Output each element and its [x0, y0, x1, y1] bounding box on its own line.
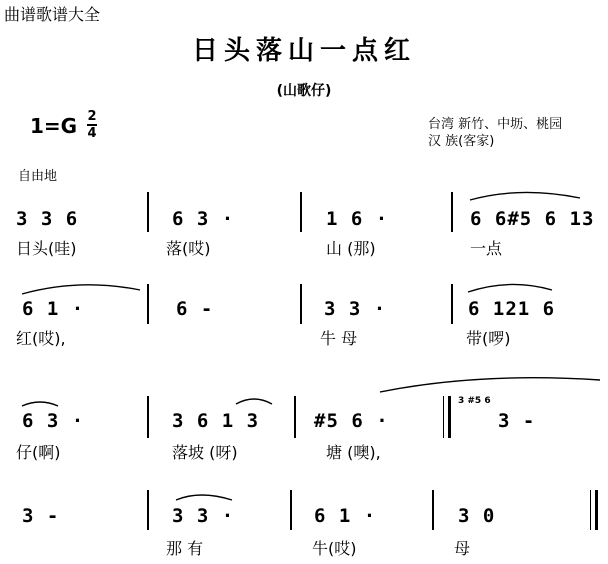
time-signature — [87, 110, 97, 140]
measure-notes: 6 6#5 6 13 — [470, 208, 595, 230]
measure-lyrics: 牛 母 — [320, 329, 358, 348]
bar-line — [432, 490, 434, 530]
double-bar-line — [443, 396, 451, 438]
measure-notes: 3 3 · — [324, 298, 387, 320]
measure-lyrics: 那 有 — [166, 539, 204, 558]
measure-notes: 6 1 · — [22, 298, 85, 320]
measure-notes: 6 - — [176, 298, 214, 320]
bar-line — [147, 284, 149, 324]
bar-line — [451, 192, 453, 232]
origin-region: 台湾 新竹、中坜、桃园 — [428, 117, 563, 132]
measure-notes: 3 0 — [458, 505, 496, 527]
site-name: 曲谱歌谱大全 — [4, 5, 101, 24]
measure-lyrics: 落(哎) — [166, 239, 211, 258]
measure-notes: 3 - — [22, 505, 60, 527]
measure-lyrics: 带(啰) — [466, 329, 511, 348]
song-title: 日头落山一点红 — [191, 36, 416, 66]
measure-notes: 6 121 6 — [468, 298, 556, 320]
bar-line — [290, 490, 292, 530]
grace-notes: 3 #5 6 — [458, 396, 491, 406]
origin-ethnicity: 汉 族(客家) — [428, 134, 495, 149]
measure-notes: 6 3 · — [172, 208, 235, 230]
bar-line — [451, 284, 453, 324]
final-bar-line — [590, 490, 598, 530]
measure-lyrics: 塘 (噢), — [326, 443, 381, 462]
measure-lyrics: 日头(哇) — [16, 239, 77, 258]
bar-line — [300, 192, 302, 232]
measure-notes: 3 6 1 3 — [172, 410, 260, 432]
bar-line — [300, 284, 302, 324]
measure-notes: 3 3 6 — [16, 208, 79, 230]
measure-lyrics: 红(哎), — [16, 329, 66, 348]
bar-line — [147, 192, 149, 232]
measure-lyrics: 牛(哎) — [312, 539, 357, 558]
measure-notes: 1 6 · — [326, 208, 389, 230]
bar-line — [147, 396, 149, 438]
measure-lyrics: 落坡 (呀) — [172, 443, 238, 462]
song-origin — [428, 116, 562, 150]
measure-notes: 3 3 · — [172, 505, 235, 527]
measure-notes: #5 6 · — [314, 410, 389, 432]
bar-line — [147, 490, 149, 530]
time-denominator: 4 — [87, 126, 97, 141]
song-subtitle: (山歌仔) — [276, 83, 332, 99]
bar-line — [294, 396, 296, 438]
measure-lyrics: 仔(啊) — [16, 443, 61, 462]
measure-notes: 3 - — [498, 410, 536, 432]
measure-lyrics: 一点 — [470, 239, 503, 258]
tempo-marking: 自由地 — [18, 169, 58, 184]
time-numerator: 2 — [87, 109, 97, 124]
measure-lyrics: 山 (那) — [326, 239, 376, 258]
measure-lyrics: 母 — [454, 539, 471, 558]
measure-notes: 6 3 · — [22, 410, 85, 432]
measure-notes: 6 1 · — [314, 505, 377, 527]
key-signature: 1=G — [30, 114, 78, 138]
